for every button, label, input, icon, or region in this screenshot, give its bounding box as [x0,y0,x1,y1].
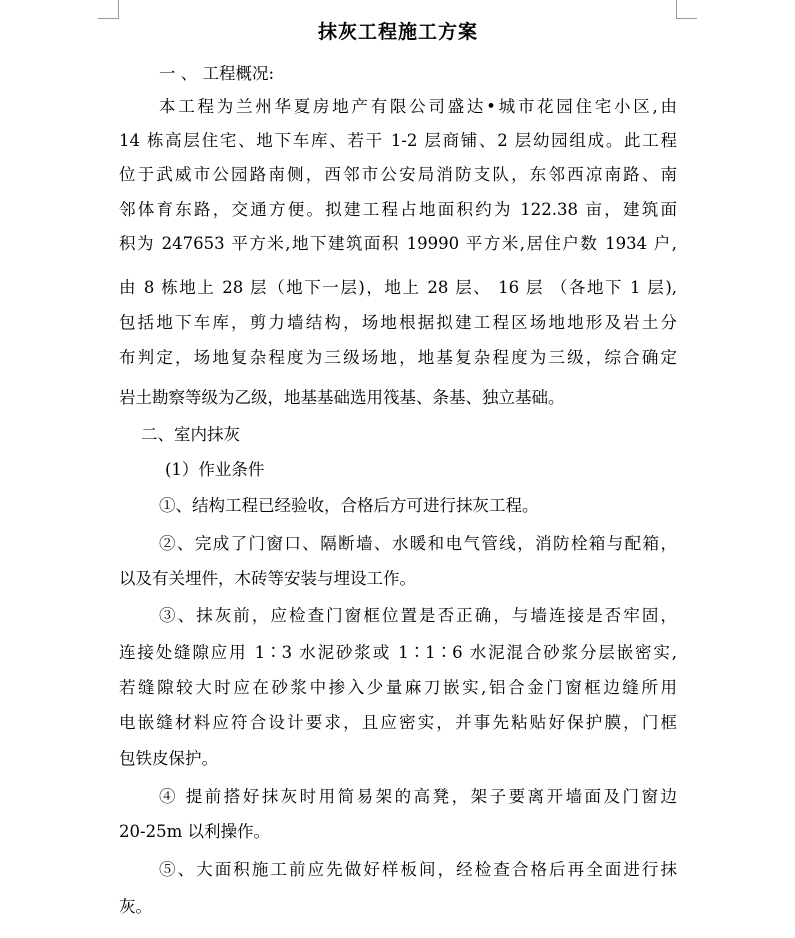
condition-item-3-line: 连接处缝隙应用 1∶3 水泥砂浆或 1∶1∶6 水泥混合砂浆分层嵌密实, [119,643,677,662]
overview-line: 布判定，场地复杂程度为三级场地，地基复杂程度为三级，综合确定 [119,348,677,367]
overview-line: 包括地下车库，剪力墙结构，场地根据拟建工程区场地地形及岩土分 [119,313,677,332]
condition-item-1: ①、结构工程已经验收，合格后方可进行抹灰工程。 [159,496,539,515]
subsection-heading-conditions: (1）作业条件 [165,460,265,479]
overview-line: 14 栋高层住宅、地下车库、若干 1-2 层商铺、2 层幼园组成。此工程 [119,131,677,150]
condition-item-4-line: ④ 提前搭好抹灰时用简易架的高凳，架子要离开墙面及门窗边 [159,787,677,806]
condition-item-3-line: ③、抹灰前，应检查门窗框位置是否正确，与墙连接是否牢固， [159,606,677,625]
condition-item-5-line: ⑤、大面积施工前应先做好样板间，经检查合格后再全面进行抹 [159,860,677,879]
section-heading-overview: 一 、 工程概况: [159,64,275,83]
document-title: 抹灰工程施工方案 [317,21,478,43]
overview-line: 位于武威市公园路南侧，西邻市公安局消防支队，东邻西凉南路、南 [119,165,677,184]
overview-line: 邻体育东路，交通方便。拟建工程占地面积约为 122.38 亩，建筑面 [119,200,677,219]
overview-line: 由 8 栋地上 28 层（地下一层)，地上 28 层、 16 层 （各地下 1 层), [119,278,677,297]
condition-item-3-line: 若缝隙较大时应在砂浆中掺入少量麻刀嵌实,铝合金门窗框边缝所用 [119,678,677,697]
overview-line: 岩土勘察等级为乙级，地基基础选用筏基、条基、独立基础。 [119,388,565,407]
condition-item-4-line: 20-25m 以利操作。 [119,822,270,841]
condition-item-3-line: 电嵌缝材料应符合设计要求，且应密实，并事先粘贴好保护膜，门框 [119,713,677,732]
overview-line: 本工程为兰州华夏房地产有限公司盛达•城市花园住宅小区,由 [159,97,677,116]
condition-item-2-line: 以及有关埋件，木砖等安装与埋设工作。 [119,569,416,588]
condition-item-3-line: 包铁皮保护。 [119,749,218,768]
condition-item-5-line: 灰。 [119,897,152,916]
condition-item-2-line: ②、完成了门窗口、隔断墙、水暖和电气管线，消防栓箱与配箱， [159,534,677,553]
section-heading-indoor-plastering: 二、室内抹灰 [141,425,240,444]
overview-line: 积为 247653 平方米,地下建筑面积 19990 平方米,居住户数 1934 户, [119,234,677,253]
page-corner-mark-top-left [98,0,119,19]
page-corner-mark-top-right [676,0,697,19]
